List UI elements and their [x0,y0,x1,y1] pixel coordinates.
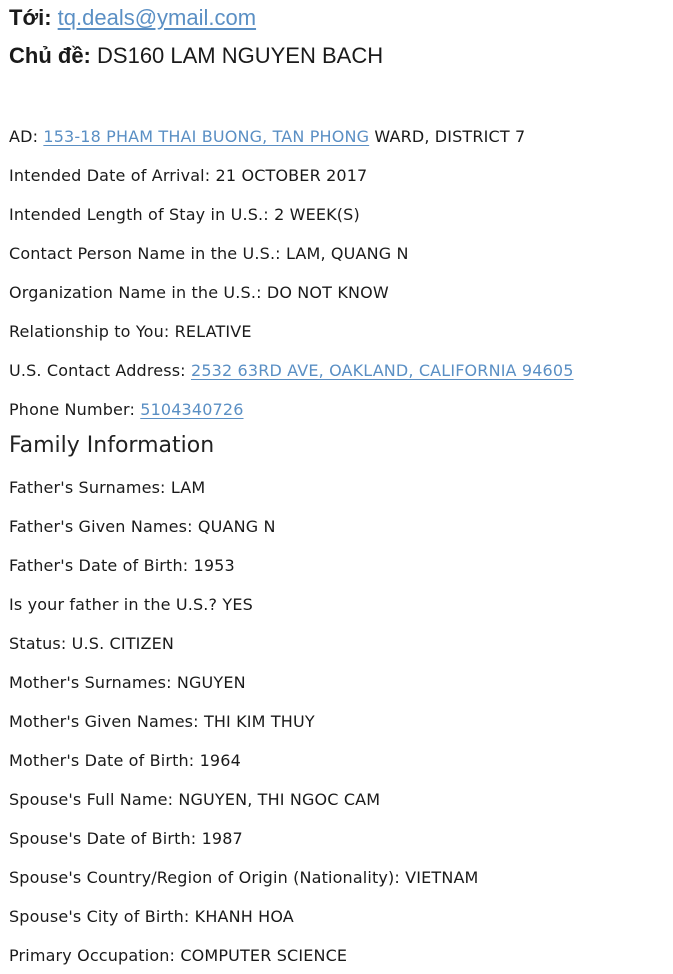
phone-label: Phone Number: [9,400,135,419]
address-label: AD: [9,127,39,146]
to-label: Tới: [9,5,52,30]
spouse-nationality-line: Spouse's Country/Region of Origin (Nationality): VIETNAM [9,868,479,887]
primary-occupation-line: Primary Occupation: COMPUTER SCIENCE [9,946,348,965]
spouse-full-name-line: Spouse's Full Name: NGUYEN, THI NGOC CAM [9,790,381,809]
to-email-link[interactable]: tq.deals@ymail.com [57,5,257,30]
father-status-line: Status: U.S. CITIZEN [9,634,175,653]
father-given-names-line: Father's Given Names: QUANG N [9,517,276,536]
us-contact-address-line [9,361,574,381]
father-in-us-line: Is your father in the U.S.? YES [9,595,253,614]
contact-person-line: Contact Person Name in the U.S.: LAM, QUANG N [9,244,409,263]
subject-value: DS160 LAM NGUYEN BACH [97,43,384,68]
address-suffix: WARD, DISTRICT 7 [374,127,526,146]
address-link[interactable]: 153-18 PHAM THAI BUONG, TAN PHONG [43,127,370,146]
us-contact-label: U.S. Contact Address: [9,361,186,380]
to-line [9,5,256,31]
arrival-date-line: Intended Date of Arrival: 21 OCTOBER 2017 [9,166,368,185]
phone-link[interactable]: 5104340726 [140,400,244,419]
organization-line: Organization Name in the U.S.: DO NOT KNOW [9,283,389,302]
address-line [9,127,525,147]
family-info-heading: Family Information [9,433,215,458]
spouse-city-of-birth-line: Spouse's City of Birth: KHANH HOA [9,907,294,926]
mother-given-names-line: Mother's Given Names: THI KIM THUY [9,712,315,731]
relationship-line: Relationship to You: RELATIVE [9,322,252,341]
us-contact-address-link[interactable]: 2532 63RD AVE, OAKLAND, CALIFORNIA 94605 [190,361,574,380]
mother-surname-line: Mother's Surnames: NGUYEN [9,673,246,692]
mother-dob-line: Mother's Date of Birth: 1964 [9,751,241,770]
subject-line [9,43,383,69]
spouse-dob-line: Spouse's Date of Birth: 1987 [9,829,243,848]
father-dob-line: Father's Date of Birth: 1953 [9,556,235,575]
subject-label: Chủ đề: [9,43,91,68]
phone-line [9,400,244,420]
father-surname-line: Father's Surnames: LAM [9,478,206,497]
length-of-stay-line: Intended Length of Stay in U.S.: 2 WEEK(S) [9,205,360,224]
